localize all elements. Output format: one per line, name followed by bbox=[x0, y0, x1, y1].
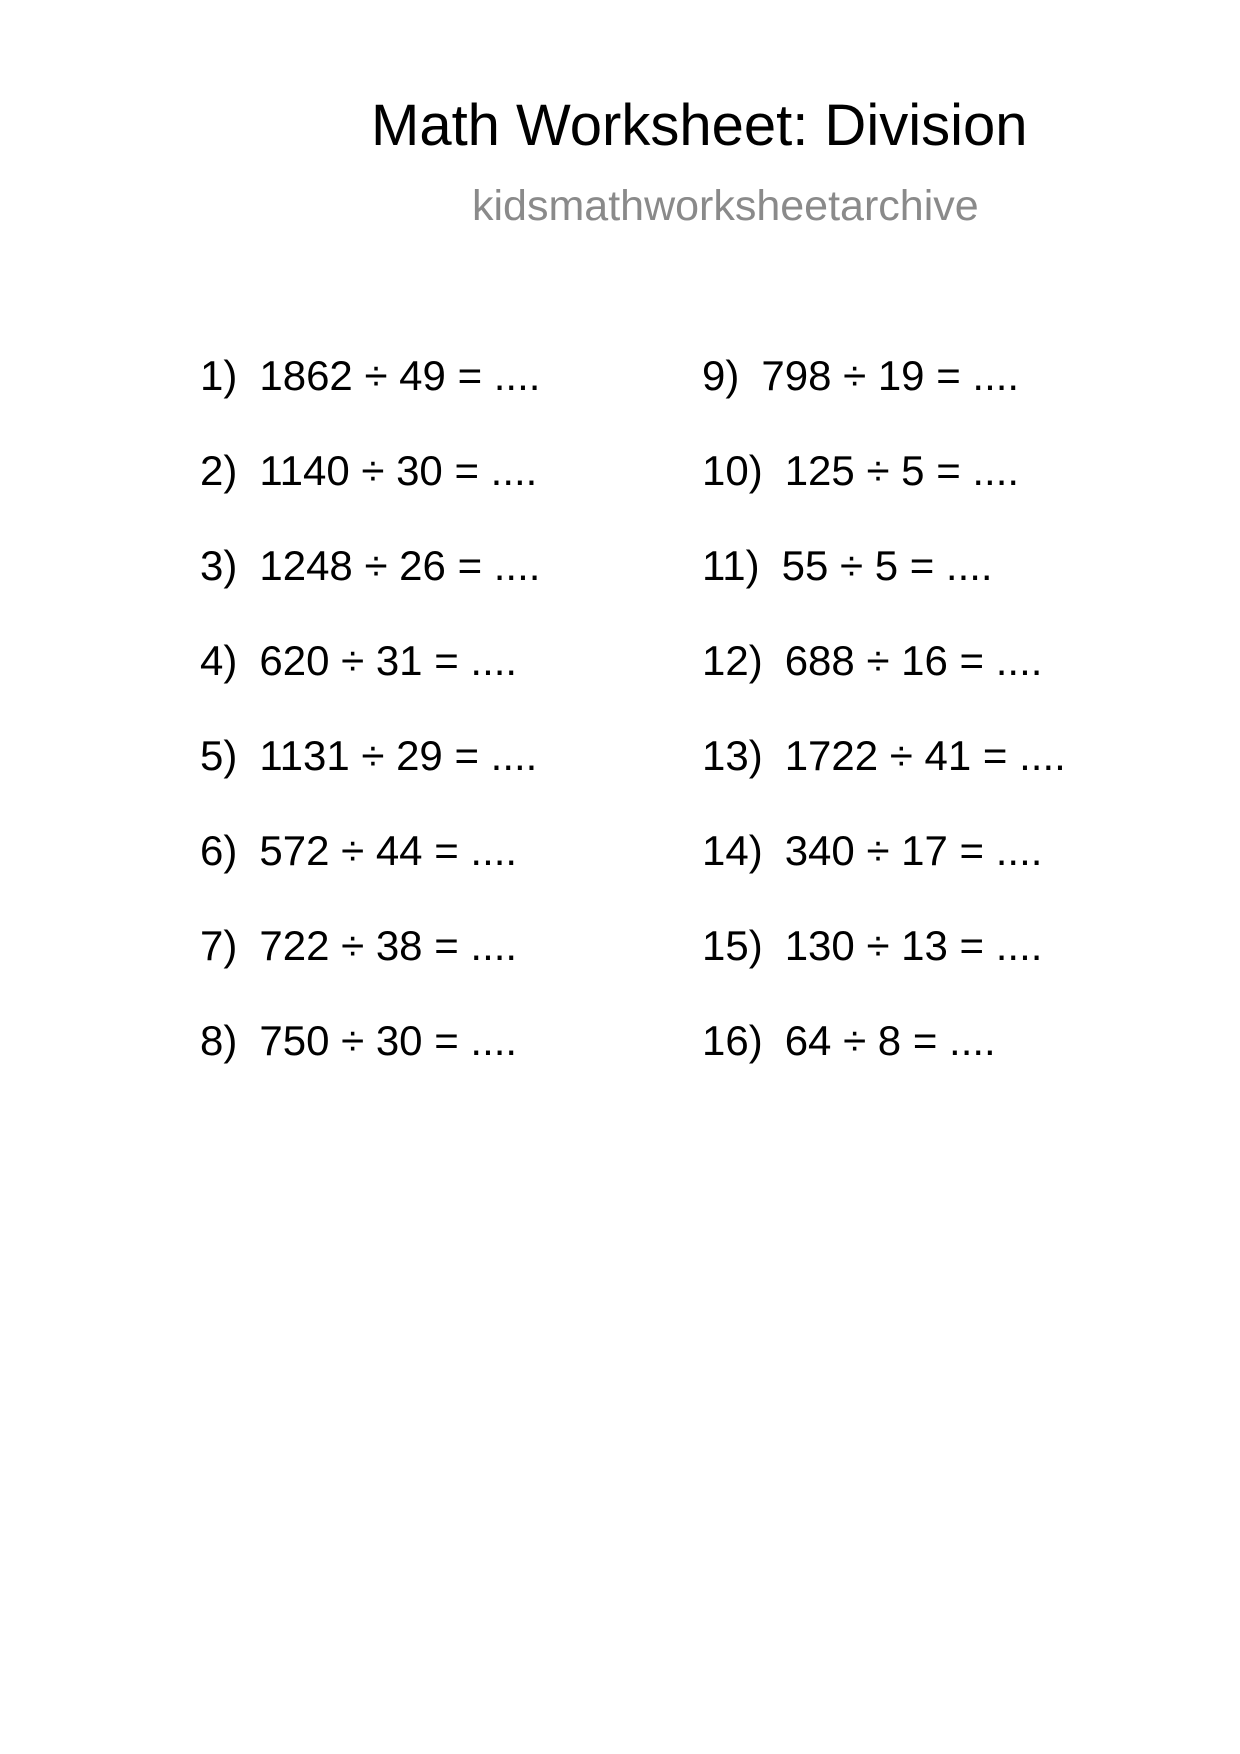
problem-expression: 130 ÷ 13 = .... bbox=[784, 922, 1043, 969]
problem-expression: 798 ÷ 19 = .... bbox=[761, 352, 1020, 399]
problem-item bbox=[702, 352, 1066, 447]
problem-number: 7) bbox=[200, 922, 238, 969]
problem-item bbox=[200, 1017, 540, 1112]
problem-number: 13) bbox=[702, 732, 763, 779]
problem-expression: 572 ÷ 44 = .... bbox=[259, 827, 518, 874]
problem-item bbox=[702, 732, 1066, 827]
problem-expression: 1248 ÷ 26 = .... bbox=[259, 542, 541, 589]
problem-expression: 1131 ÷ 29 = .... bbox=[259, 732, 538, 779]
problem-number: 6) bbox=[200, 827, 238, 874]
problem-column-left bbox=[200, 352, 540, 1112]
problem-expression: 688 ÷ 16 = .... bbox=[784, 637, 1043, 684]
problem-item bbox=[702, 447, 1066, 542]
problem-number: 16) bbox=[702, 1017, 763, 1064]
problem-item bbox=[702, 542, 1066, 637]
problem-expression: 340 ÷ 17 = .... bbox=[784, 827, 1043, 874]
problem-item bbox=[200, 542, 540, 637]
problem-item bbox=[200, 447, 540, 542]
problem-expression: 1140 ÷ 30 = .... bbox=[259, 447, 538, 494]
problem-item bbox=[200, 827, 540, 922]
problem-item bbox=[702, 922, 1066, 1017]
problem-expression: 620 ÷ 31 = .... bbox=[259, 637, 518, 684]
problem-expression: 55 ÷ 5 = .... bbox=[781, 542, 993, 589]
problem-item bbox=[200, 732, 540, 827]
problem-expression: 1722 ÷ 41 = .... bbox=[784, 732, 1066, 779]
page-title: Math Worksheet: Division bbox=[371, 93, 1028, 158]
problem-expression: 125 ÷ 5 = .... bbox=[784, 447, 1020, 494]
page-subtitle: kidsmathworksheetarchive bbox=[472, 182, 979, 230]
problem-number: 8) bbox=[200, 1017, 238, 1064]
problem-item bbox=[702, 637, 1066, 732]
problem-item bbox=[200, 352, 540, 447]
problem-number: 15) bbox=[702, 922, 763, 969]
problem-expression: 750 ÷ 30 = .... bbox=[259, 1017, 518, 1064]
problem-number: 1) bbox=[200, 352, 238, 399]
problem-number: 14) bbox=[702, 827, 763, 874]
problem-item bbox=[702, 1017, 1066, 1112]
problem-number: 10) bbox=[702, 447, 763, 494]
problem-item bbox=[200, 922, 540, 1017]
problem-number: 5) bbox=[200, 732, 238, 779]
problem-column-right bbox=[702, 352, 1066, 1112]
problem-number: 4) bbox=[200, 637, 238, 684]
problem-expression: 722 ÷ 38 = .... bbox=[259, 922, 518, 969]
problem-item bbox=[702, 827, 1066, 922]
problem-number: 2) bbox=[200, 447, 238, 494]
problem-number: 12) bbox=[702, 637, 763, 684]
problem-number: 3) bbox=[200, 542, 238, 589]
problem-expression: 1862 ÷ 49 = .... bbox=[259, 352, 541, 399]
problem-item bbox=[200, 637, 540, 732]
problem-number: 9) bbox=[702, 352, 740, 399]
problem-expression: 64 ÷ 8 = .... bbox=[784, 1017, 996, 1064]
problem-number: 11) bbox=[702, 542, 760, 589]
